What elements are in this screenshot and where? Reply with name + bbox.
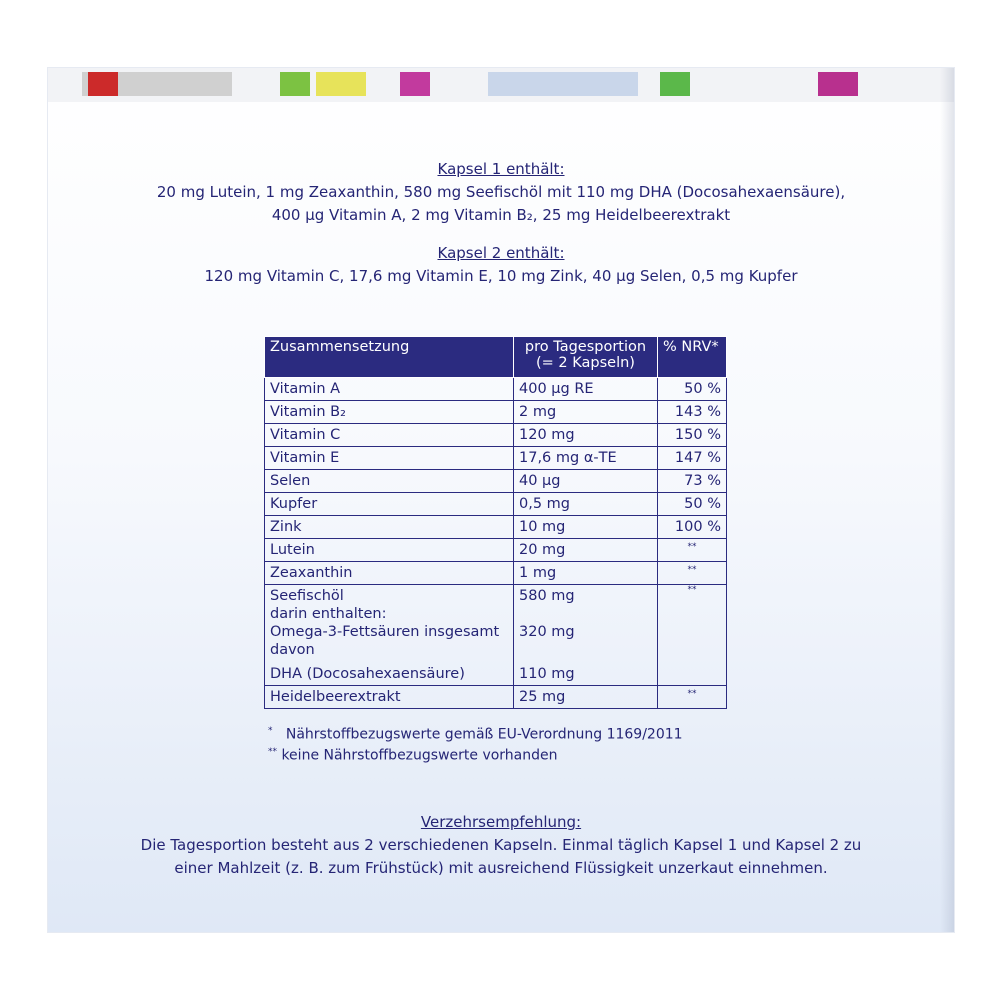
flap-graphic — [488, 72, 638, 96]
nutrient-nrv: 143 % — [658, 401, 727, 424]
nutrition-table — [264, 336, 727, 709]
nutrient-nrv: 73 % — [658, 470, 727, 493]
header-tagesportion-line2: (= 2 Kapseln) — [536, 355, 635, 371]
nutrient-amount: 20 mg — [514, 539, 658, 562]
flap-graphic — [316, 72, 366, 96]
seefisch-name: Seefischöl — [270, 588, 344, 604]
nutrient-nrv: 150 % — [658, 424, 727, 447]
nutrient-amount: 400 µg RE — [514, 378, 658, 401]
seefisch-name-cell — [265, 585, 514, 686]
seefisch-amount-cell — [514, 585, 658, 686]
nutrient-amount: 1 mg — [514, 562, 658, 585]
table-row — [265, 447, 727, 470]
seefisch-sub2: Omega-3-Fettsäuren insgesamt — [270, 624, 500, 640]
nutrient-name: Vitamin E — [265, 447, 514, 470]
footnote-1-mark: * — [268, 726, 273, 736]
seefisch-omega3-amount: 320 mg — [519, 624, 575, 640]
seefisch-nrv-text: ** — [687, 585, 697, 595]
nutrient-name: Lutein — [265, 539, 514, 562]
nutrient-nrv: 147 % — [658, 447, 727, 470]
nrv-text: ** — [687, 542, 697, 552]
footnote-2 — [268, 747, 558, 764]
footnote-2-text: keine Nährstoffbezugswerte vorhanden — [281, 747, 558, 764]
kapsel2-heading: Kapsel 2 enthält: — [437, 244, 565, 262]
nutrient-name: Kupfer — [265, 493, 514, 516]
nutrient-nrv: 50 % — [658, 493, 727, 516]
nutrient-amount: 2 mg — [514, 401, 658, 424]
package-back-panel — [48, 68, 954, 932]
nutrient-name: Vitamin B₂ — [265, 401, 514, 424]
seefisch-amount: 580 mg — [519, 588, 575, 604]
flap-graphic — [88, 72, 118, 96]
table-row-heidelbeer — [265, 686, 727, 709]
seefisch-dha-amount: 110 mg — [519, 666, 575, 682]
flap-graphic — [280, 72, 310, 96]
seefisch-nrv — [658, 585, 727, 686]
nutrient-name: Vitamin A — [265, 378, 514, 401]
kapsel1-line2: 400 µg Vitamin A, 2 mg Vitamin B₂, 25 mg Heidelbeerextrakt — [271, 206, 731, 224]
package-top-flap — [48, 68, 954, 102]
flap-graphic — [660, 72, 690, 96]
nutrient-nrv — [658, 562, 727, 585]
footnote-1-text: Nährstoffbezugswerte gemäß EU-Verordnung 1169/2011 — [285, 726, 683, 743]
heidelbeer-nrv-text: ** — [687, 689, 697, 699]
heidelbeer-name: Heidelbeerextrakt — [265, 686, 514, 709]
flap-graphic — [818, 72, 858, 96]
seefisch-sub1: darin enthalten: — [270, 606, 387, 622]
table-header-row — [265, 337, 727, 378]
heidelbeer-amount: 25 mg — [514, 686, 658, 709]
table-row — [265, 493, 727, 516]
verzehr-line2: einer Mahlzeit (z. B. zum Frühstück) mit ausreichend Flüssigkeit unzerkaut einnehmen. — [174, 859, 828, 877]
kapsel1-line1: 20 mg Lutein, 1 mg Zeaxanthin, 580 mg Seefischöl mit 110 mg DHA (Docosahexaensäure), — [156, 183, 846, 201]
table-row — [265, 424, 727, 447]
verzehr-heading: Verzehrsempfehlung: — [420, 813, 582, 831]
nutrient-amount: 10 mg — [514, 516, 658, 539]
nutrient-nrv — [658, 539, 727, 562]
seefisch-sub4: DHA (Docosahexaensäure) — [270, 666, 465, 682]
table-row — [265, 562, 727, 585]
table-row — [265, 470, 727, 493]
nutrient-name: Selen — [265, 470, 514, 493]
verzehr-line1: Die Tagesportion besteht aus 2 verschiedenen Kapseln. Einmal täglich Kapsel 1 und Kapsel 2 zu — [140, 836, 862, 854]
kapsel1-heading: Kapsel 1 enthält: — [437, 160, 565, 178]
nrv-text: ** — [687, 565, 697, 575]
table-row — [265, 539, 727, 562]
nutrient-amount: 17,6 mg α-TE — [514, 447, 658, 470]
header-tagesportion — [514, 337, 658, 378]
nutrient-name: Vitamin C — [265, 424, 514, 447]
heidelbeer-nrv — [658, 686, 727, 709]
table-row — [265, 516, 727, 539]
footnote-2-mark: ** — [268, 747, 277, 757]
seefisch-sub3: davon — [270, 642, 315, 658]
header-tagesportion-line1: pro Tagesportion — [524, 339, 647, 355]
kapsel2-line1: 120 mg Vitamin C, 17,6 mg Vitamin E, 10 mg Zink, 40 µg Selen, 0,5 mg Kupfer — [204, 267, 798, 285]
header-zusammensetzung: Zusammensetzung — [265, 337, 514, 378]
nutrient-amount: 40 µg — [514, 470, 658, 493]
header-nrv: % NRV* — [658, 337, 727, 378]
nutrient-nrv: 50 % — [658, 378, 727, 401]
table-row — [265, 378, 727, 401]
nutrient-name: Zink — [265, 516, 514, 539]
footnote-1 — [268, 726, 683, 743]
nutrient-nrv: 100 % — [658, 516, 727, 539]
table-row-seefischoel — [265, 585, 727, 686]
flap-graphic — [400, 72, 430, 96]
table-row — [265, 401, 727, 424]
nutrient-amount: 120 mg — [514, 424, 658, 447]
nutrient-amount: 0,5 mg — [514, 493, 658, 516]
nutrient-name: Zeaxanthin — [265, 562, 514, 585]
